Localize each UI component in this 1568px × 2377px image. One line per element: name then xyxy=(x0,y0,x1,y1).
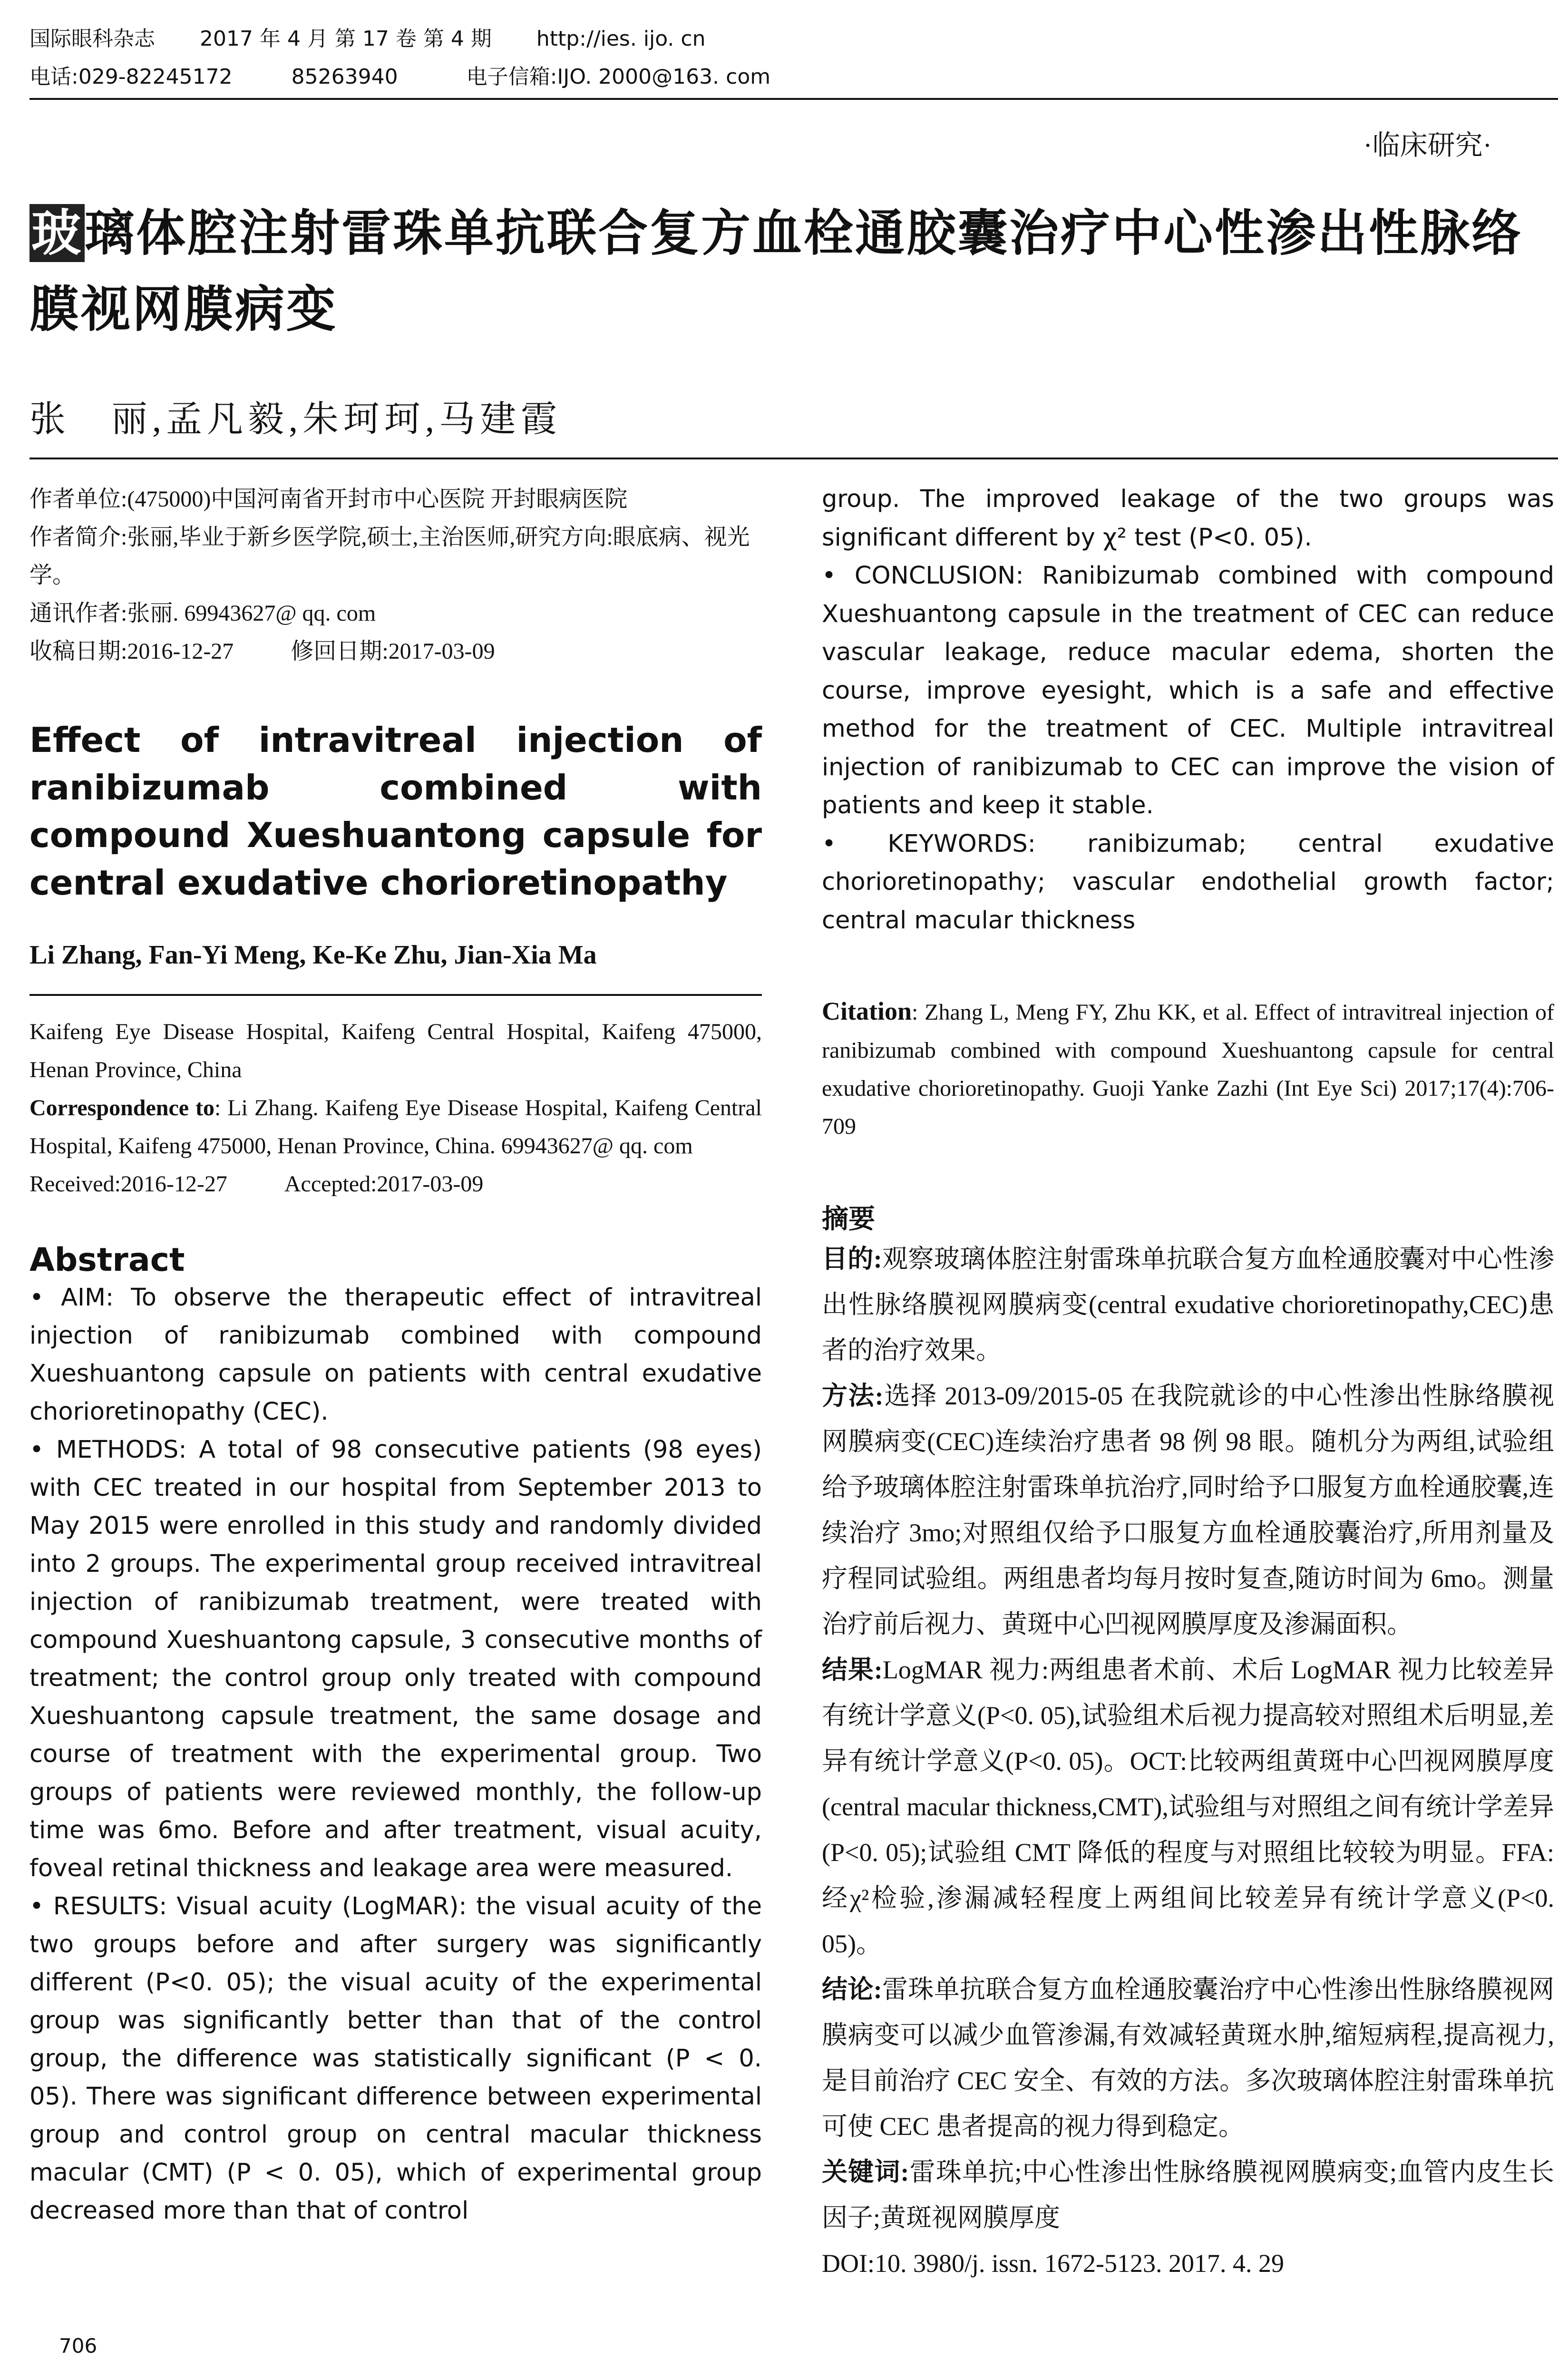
abstract-methods: • METHODS: A total of 98 consecutive patients (98 eyes) with CEC treated in our hospital from September 2013 to May 2015 were enrolled in this study and randomly divided into 2 groups. The experimental group received intravitreal injection of ranibizumab treatment, were treated with compound Xueshuantong capsule, 3 consecutive months of treatment; the control group only treated with compound Xueshuantong capsule treatment, the same dosage and course of treatment with the experimental group. Two groups of patients were reviewed monthly, the follow-up time was 6mo. Before and after treatment, visual acuity, foveal retinal thickness and leakage area were measured. xyxy=(29,1436,762,1882)
left-column xyxy=(29,480,762,2230)
correspondence-label: Correspondence to xyxy=(29,1095,214,1120)
journal-phone: 电话:029-82245172 xyxy=(29,65,233,89)
authors-cn: 张 丽,孟凡毅,朱珂珂,马建霞 xyxy=(29,399,562,439)
conclusion-label-cn: 结论: xyxy=(822,1975,882,2004)
journal-url[interactable]: http://ies. ijo. cn xyxy=(536,27,706,51)
keywords-text-cn: 雷珠单抗;中心性渗出性脉络膜视网膜病变;血管内皮生长因子;黄斑视网膜厚度 xyxy=(822,2158,1554,2232)
abstract-results-continued: group. The improved leakage of the two groups was significant different by χ² test (P<0. 05). xyxy=(822,485,1554,552)
citation xyxy=(822,992,1554,1146)
conclusion-text-cn: 雷珠单抗联合复方血栓通胶囊治疗中心性渗出性脉络膜视网膜病变可以减少血管渗漏,有效减轻黄斑水肿,缩短病程,提高视力,是目前治疗 CEC 安全、有效的方法。多次玻璃体腔注射雷珠单抗可使 CEC 患者提高的视力得到稳定。 xyxy=(822,1975,1555,2141)
article-title-en: Effect of intravitreal injection of ranibizumab combined with compound Xueshuantong capsule for central exudative chorioretinopathy xyxy=(29,720,762,903)
header-divider xyxy=(29,98,1558,100)
title-highlight-char: 玻 xyxy=(29,204,85,262)
article-title-cn xyxy=(29,195,1561,347)
authors-en: Li Zhang, Fan-Yi Meng, Ke-Ke Zhu, Jian-Xia Ma xyxy=(29,940,597,970)
methods-label-cn: 方法: xyxy=(822,1382,884,1410)
keywords-label-cn: 关键词: xyxy=(822,2158,909,2186)
journal-name: 国际眼科杂志 xyxy=(29,27,155,51)
accepted-date-en: Accepted:2017-03-09 xyxy=(284,1171,484,1197)
citation-text: : Zhang L, Meng FY, Zhu KK, et al. Effect of intravitreal injection of ranibizumab combined with compound Xueshuantong capsule for central exudative chorioretinopathy. Guoji Yanke Zazhi (Int Eye Sci) 2017;17(4):706-709 xyxy=(822,1000,1554,1139)
journal-email[interactable]: 电子信箱:IJO. 2000@163. com xyxy=(466,65,771,89)
abstract-cn-keywords xyxy=(822,2149,1554,2241)
journal-header-line-2 xyxy=(29,63,770,91)
affiliation-en: Kaifeng Eye Disease Hospital, Kaifeng Central Hospital, Kaifeng 475000, Henan Province, China xyxy=(29,1019,762,1082)
abstract-heading: Abstract xyxy=(29,1241,185,1279)
title-cn-text: 璃体腔注射雷珠单抗联合复方血栓通胶囊治疗中心性渗出性脉络膜视网膜病变 xyxy=(29,204,1523,338)
received-date-en: Received:2016-12-27 xyxy=(29,1171,227,1197)
section-tag: ·临床研究· xyxy=(1363,130,1492,161)
revised-date-cn: 修回日期:2017-03-09 xyxy=(291,639,495,664)
journal-header-line-1 xyxy=(29,25,705,53)
abstract-conclusion: • CONCLUSION: Ranibizumab combined with compound Xueshuantong capsule in the treatment of CEC can reduce vascular leakage, reduce macular edema, shorten the course, improve eyesight, which is a safe and effective method for the treatment of CEC. Multiple intravitreal injection of ranibizumab to CEC can improve the vision of patients and keep it stable. xyxy=(822,562,1554,819)
authors-divider xyxy=(29,994,762,996)
dates-en xyxy=(29,1165,762,1203)
abstract-cn-heading: 摘要 xyxy=(822,1204,875,1235)
aim-label-cn: 目的: xyxy=(822,1245,882,1273)
abstract-keywords: • KEYWORDS: ranibizumab; central exudative chorioretinopathy; vascular endothelial growth factor; central macular thickness xyxy=(822,829,1554,935)
results-label-cn: 结果: xyxy=(822,1656,883,1684)
abstract-cn-conclusion xyxy=(822,1967,1554,2149)
abstract-results: • RESULTS: Visual acuity (LogMAR): the visual acuity of the two groups before and after surgery was significantly different (P<0. 05); the visual acuity of the experimental group was significantly better than that of the control group, the difference was statistically significant (P < 0. 05). There was significant difference between experimental group and control group on central macular thickness macular (CMT) (P < 0. 05), which of experimental group decreased more than that of control xyxy=(29,1892,762,2225)
doi[interactable]: DOI:10. 3980/j. issn. 1672-5123. 2017. 4. 29 xyxy=(822,2249,1284,2278)
methods-text-cn: 选择 2013-09/2015-05 在我院就诊的中心性渗出性脉络膜视网膜病变(CEC)连续治疗患者 98 例 98 眼。随机分为两组,试验组给予玻璃体腔注射雷珠单抗治疗,同时给予口服复方血栓通胶囊,连续治疗 3mo;对照组仅给予口服复方血栓通胶囊治疗,所用剂量及疗程同试验组。两组患者均每月按时复查,随访时间为 6mo。测量治疗前后视力、黄斑中心凹视网膜厚度及渗漏面积。 xyxy=(822,1382,1554,1638)
abstract-aim: • AIM: To observe the therapeutic effect of intravitreal injection of ranibizumab combined with compound Xueshuantong capsule on patients with central exudative chorioretinopathy (CEC). xyxy=(29,1284,762,1426)
abstract-cn-aim xyxy=(822,1236,1554,1373)
correspondence-text: : Li Zhang. Kaifeng Eye Disease Hospital, Kaifeng Central Hospital, Kaifeng 475000, Henan Province, China. 69943627@ qq. com xyxy=(29,1095,762,1159)
aim-text-cn: 观察玻璃体腔注射雷珠单抗联合复方血栓通胶囊对中心性渗出性脉络膜视网膜病变(central exudative chorioretinopathy,CEC)患者的治疗效果。 xyxy=(822,1245,1555,1364)
right-column xyxy=(822,480,1554,2286)
title-divider xyxy=(29,458,1558,459)
journal-fax: 85263940 xyxy=(291,65,398,89)
results-text-cn: LogMAR 视力:两组患者术前、术后 LogMAR 视力比较差异有统计学意义(P<0. 05),试验组术后视力提高较对照组术后明显,差异有统计学意义(P<0. 05)。OCT:比较两组黄斑中心凹视网膜厚度(central macular thickness,CMT),试验组与对照组之间有统计学差异(P<0. 05);试验组 CMT 降低的程度与对照组比较较为明显。FFA:经χ²检验,渗漏减轻程度上两组间比较差异有统计学意义(P<0. 05)。 xyxy=(822,1656,1555,1958)
dates-cn xyxy=(29,633,762,671)
citation-label: Citation xyxy=(822,997,912,1025)
author-info-cn xyxy=(29,480,762,671)
received-date-cn: 收稿日期:2016-12-27 xyxy=(29,639,234,664)
page-number: 706 xyxy=(59,2334,97,2358)
corresponding-author: 通讯作者:张丽. 69943627@ qq. com xyxy=(29,601,376,626)
issue-info: 2017 年 4 月 第 17 卷 第 4 期 xyxy=(200,27,492,51)
abstract-cn-methods xyxy=(822,1373,1554,1647)
author-unit: 作者单位:(475000)中国河南省开封市中心医院 开封眼病医院 xyxy=(29,487,628,512)
correspondence-en xyxy=(29,1089,762,1165)
abstract-cn-results xyxy=(822,1647,1554,1967)
author-bio: 作者简介:张丽,毕业于新乡医学院,硕士,主治医师,研究方向:眼底病、视光学。 xyxy=(29,525,750,588)
